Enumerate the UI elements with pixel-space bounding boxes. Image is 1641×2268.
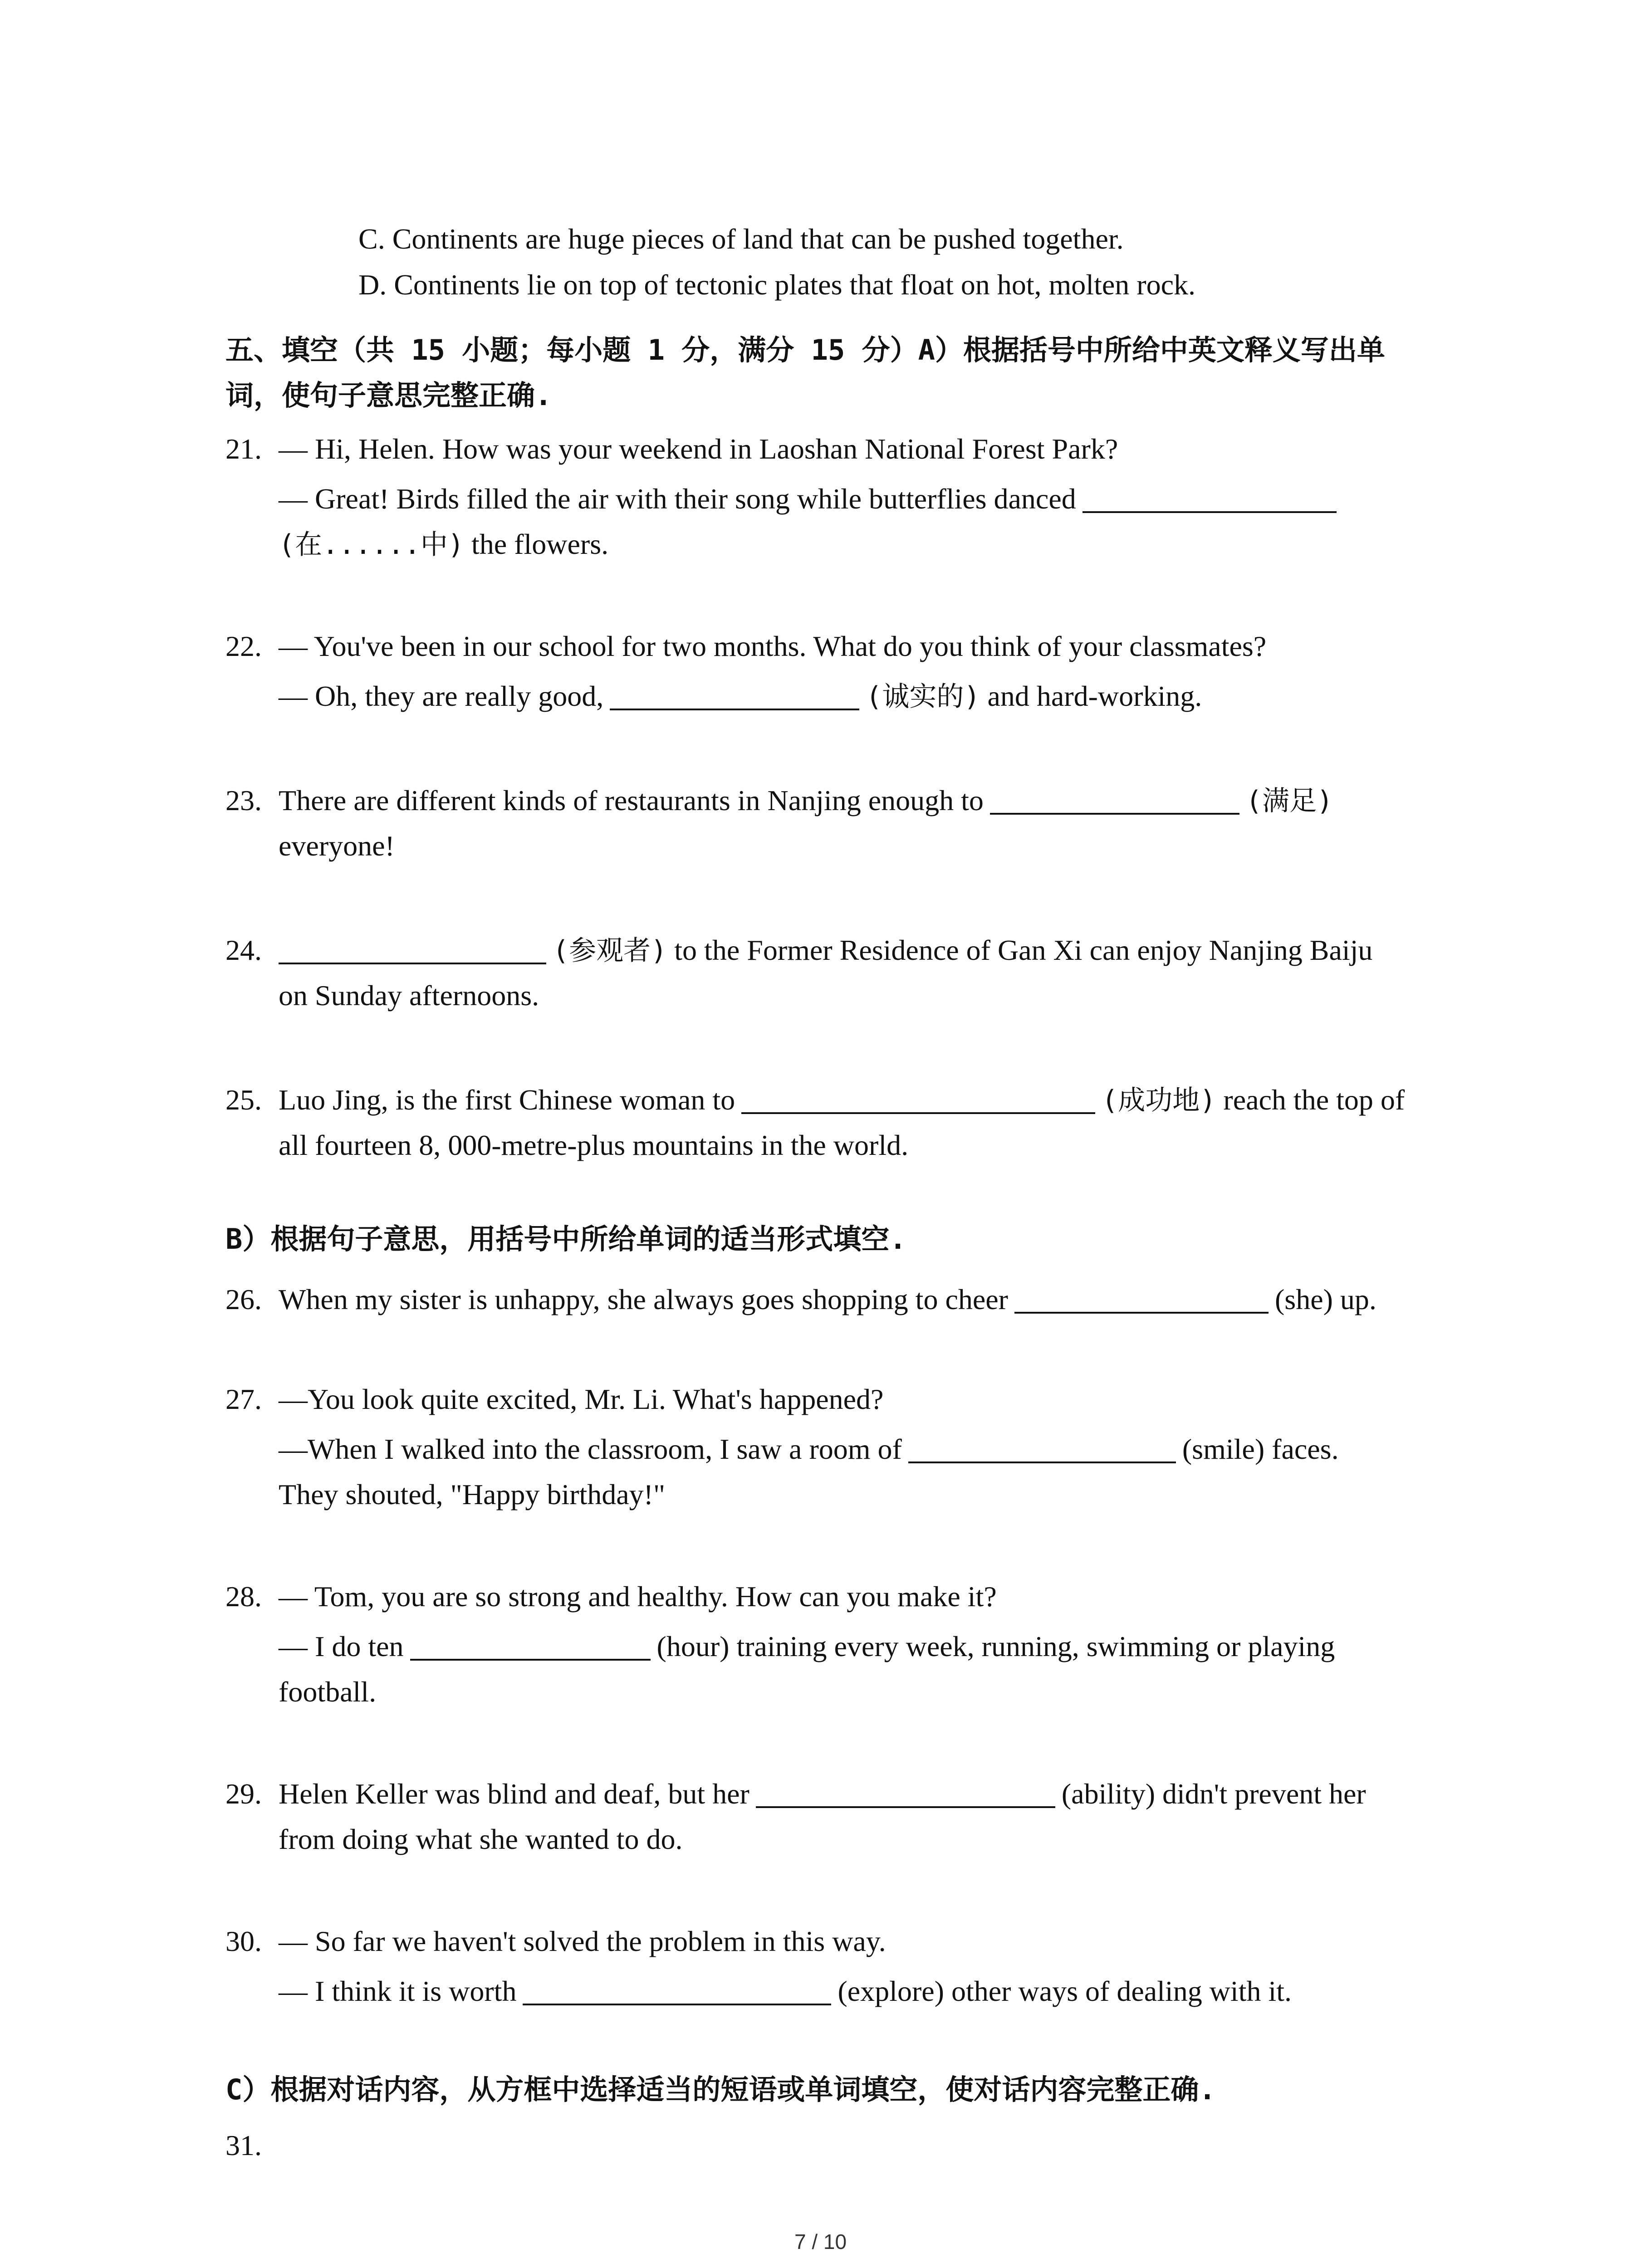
q29-number: 29. — [225, 1778, 262, 1810]
q23-line1 — [279, 782, 1333, 819]
q25-line1-rest: reach the top of — [1216, 1084, 1405, 1116]
q22-line2-rest: and hard-working. — [980, 680, 1202, 712]
q29-line2: from doing what she wanted to do. — [279, 1823, 683, 1855]
q22-number: 22. — [225, 630, 262, 662]
q24-line1-text: to the Former Residence of Gan Xi can enjoy Nanjing Baiju — [667, 934, 1373, 966]
q30-line1: — So far we haven't solved the problem in this way. — [279, 1925, 886, 1957]
q28-line2-text: — I do ten — [279, 1630, 404, 1662]
q25-line1 — [279, 1082, 1405, 1119]
q21-line3-text: the flowers. — [464, 528, 609, 560]
q28-line1: — Tom, you are so strong and healthy. How can you make it? — [279, 1580, 997, 1613]
q22-line2 — [279, 678, 1202, 715]
section5-heading-line2: 词，使句子意思完整正确. — [225, 379, 552, 412]
sectionC-heading: C）根据对话内容，从方框中选择适当的短语或单词填空，使对话内容完整正确. — [225, 2073, 1216, 2106]
q20-option-c: C. Continents are huge pieces of land that can be pushed together. — [358, 223, 1124, 255]
q28-answer-blank[interactable] — [410, 1632, 651, 1661]
section5-heading-line1: 五、填空（共 15 小题；每小题 1 分，满分 15 分）A）根据括号中所给中英文释义写出单 — [225, 333, 1385, 367]
q28-line2 — [279, 1628, 1335, 1665]
q27-line3: They shouted, "Happy birthday!" — [279, 1478, 666, 1510]
q22-answer-blank[interactable] — [610, 681, 859, 710]
q27-line2-rest: (smile) faces. — [1182, 1433, 1339, 1465]
q27-line2-text: —When I walked into the classroom, I saw a room of — [279, 1433, 902, 1465]
q22-line1: — You've been in our school for two months. What do you think of your classmates? — [279, 630, 1267, 662]
page-number: 7 / 10 — [794, 2230, 847, 2253]
q26-answer-blank[interactable] — [1014, 1285, 1269, 1314]
q27-answer-blank[interactable] — [908, 1434, 1176, 1463]
q28-number: 28. — [225, 1580, 262, 1613]
q28-line3: football. — [279, 1676, 377, 1708]
q31-number: 31. — [225, 2129, 262, 2161]
q27-line2 — [279, 1431, 1339, 1467]
q27-number: 27. — [225, 1383, 262, 1415]
q25-answer-blank[interactable] — [741, 1085, 1095, 1114]
q29-line1-text: Helen Keller was blind and deaf, but her — [279, 1778, 749, 1810]
q23-hint: (满足) — [1245, 785, 1333, 817]
q24-hint: (参观者) — [553, 935, 667, 967]
q21-answer-blank[interactable] — [1083, 484, 1337, 513]
q21-line2 — [279, 481, 1343, 517]
q24-line2: on Sunday afternoons. — [279, 979, 539, 1012]
q21-line2-text: — Great! Birds filled the air with their song while butterflies danced — [279, 483, 1076, 515]
q23-number: 23. — [225, 784, 262, 816]
q26-number: 26. — [225, 1283, 262, 1315]
q30-line2-text: — I think it is worth — [279, 1975, 517, 2007]
q20-option-d: D. Continents lie on top of tectonic plates that float on hot, molten rock. — [358, 269, 1195, 301]
q26-line1-rest: (she) up. — [1274, 1283, 1376, 1315]
q30-number: 30. — [225, 1925, 262, 1957]
q23-line2: everyone! — [279, 830, 395, 862]
q22-hint: (诚实的) — [866, 681, 980, 713]
q28-line2-rest: (hour) training every week, running, swimming or playing — [656, 1630, 1335, 1662]
q21-line3 — [279, 526, 608, 563]
q25-line2: all fourteen 8, 000-metre-plus mountains in the world. — [279, 1129, 909, 1161]
q26-line1-text: When my sister is unhappy, she always goes shopping to cheer — [279, 1283, 1008, 1315]
q29-line1 — [279, 1776, 1366, 1812]
sectionB-heading: B）根据句子意思，用括号中所给单词的适当形式填空. — [225, 1222, 906, 1256]
q21-hint: (在......中) — [279, 529, 464, 561]
q29-answer-blank[interactable] — [756, 1779, 1055, 1808]
q25-number: 25. — [225, 1084, 262, 1116]
q24-answer-blank[interactable] — [279, 935, 546, 964]
q24-line1 — [279, 932, 1372, 969]
q22-line2-text: — Oh, they are really good, — [279, 680, 604, 712]
q24-number: 24. — [225, 934, 262, 966]
q25-line1-text: Luo Jing, is the first Chinese woman to — [279, 1084, 735, 1116]
q21-line1: — Hi, Helen. How was your weekend in Laoshan National Forest Park? — [279, 433, 1118, 465]
q27-line1: —You look quite excited, Mr. Li. What's happened? — [279, 1383, 884, 1415]
q30-answer-blank[interactable] — [523, 1976, 831, 2005]
q21-number: 21. — [225, 433, 262, 465]
q25-hint: (成功地) — [1102, 1085, 1216, 1116]
q30-line2 — [279, 1973, 1292, 2009]
q26-line1 — [279, 1281, 1376, 1318]
q29-line1-rest: (ability) didn't prevent her — [1061, 1778, 1366, 1810]
q23-line1-text: There are different kinds of restaurants in Nanjing enough to — [279, 784, 984, 816]
q23-answer-blank[interactable] — [990, 786, 1239, 815]
q30-line2-rest: (explore) other ways of dealing with it. — [838, 1975, 1292, 2007]
